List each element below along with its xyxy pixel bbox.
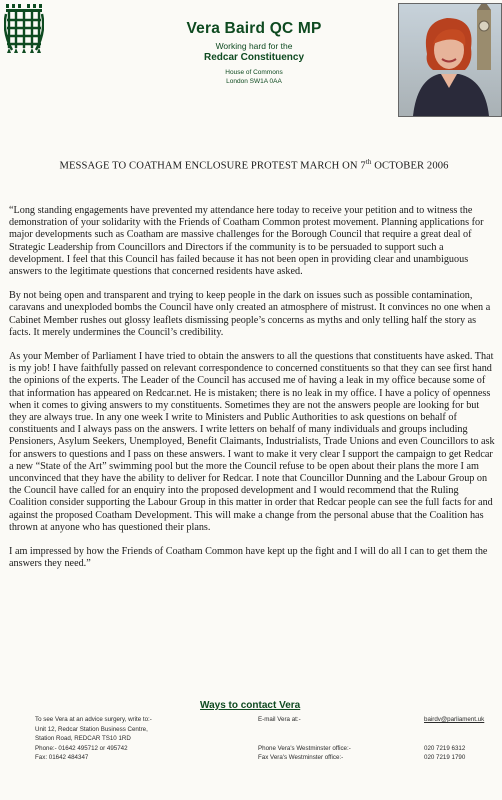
office-address: House of Commons London SW1A 0AA — [225, 69, 283, 85]
mp-name: Vera Baird QC MP — [186, 20, 322, 37]
message-body — [9, 205, 497, 582]
email-link[interactable]: bairdv@parliament.uk — [424, 716, 485, 723]
constituency-name: Redcar Constituency — [203, 52, 305, 63]
paragraph: “Long standing engagements have prevented my attendance here today to receive your petition and to witness the demonstration of your solidarity with the Friends of Coatham Common protest movement. Planning applications for major developments such as Coatham are massive challenges for the Borough Council that require a great deal of Strategic Leadership from Councillors and Directors if the community is to be persuaded to support such a development. I feel that this Council has failed because it has not been open in providing clear and unambiguous answers to the legitimate questions that concerned residents have asked. — [9, 205, 484, 278]
email-label: E-mail Vera at:- — [258, 716, 301, 723]
portcullis-logo — [4, 2, 44, 54]
contact-values — [424, 715, 484, 763]
paragraph: By not being open and transparent and trying to keep people in the dark on issues such as possible contamination, caravans and unexploded bombs the Council have only created an atmosphere of mistrust. It convinces no one when a Cabinet Member rushes out glossy leaflets dismissing people’s concerns as myths and only telling half the story as facts. It merely undermines the Council’s credibility. — [9, 290, 491, 338]
paragraph: I am impressed by how the Friends of Coatham Common have kept up the fight and I will do all I can to get them the answers they need.” — [9, 546, 488, 570]
paragraph: As your Member of Parliament I have tried to obtain the answers to all the questions that constituents have asked. That is my job! I have faithfully passed on relevant correspondence to concerned constituents so that they can see first hand the opinions of the experts. The Leader of the Council has accused me of having a leak in my office because some of that information has appeared on Redcar.net. He is mistaken; there is no leak in my office. I have a policy of openness when it comes to giving answers to my constituents. Sometimes they are not the answers people are looking for but they are always true. In any one week I write to Ministers and Public Authorities to ask questions on behalf of constituents and I always pass on the answers. I write letters on behalf of many individuals and groups including Pensioners, Asylum Seekers, Unemployed, Benefit Claimants, Industrialists, Trade Unions and even Councillors to ask for answers to questions and I pass on these answers. I want to make it very clear I support the campaign to get Redcar a new “State of the Art” swimming pool but the more the Council refuse to be open about their plans the more I am unconvinced that they have the ability to deliver for Redcar. I note that Councillor Dunning and the Labour Group on the Council have called for an enquiry into the proposed development and I would recommend that the Ruling Coalition consider supporting the Labour Group in this matter in order that Redcar people can see the full facts for and against the proposed Coatham Development. This will make a change from the personal abuse that the Coalition has thrown at anyone who has questioned their plans. — [9, 351, 495, 533]
contact-labels — [258, 715, 351, 763]
westminster-phone-label: Phone Vera's Westminster office:- — [258, 744, 351, 752]
surgery-contact: To see Vera at an advice surgery, write to:- Unit 12, Redcar Station Business Centre, Station Road, REDCAR TS10 1RD Phone:- 01642 495712 or 495742 Fax: 01642 484347 — [35, 716, 152, 761]
message-title: MESSAGE TO COATHAM ENCLOSURE PROTEST MARCH ON 7th OCTOBER 2006 — [59, 158, 449, 172]
letterhead — [150, 20, 358, 86]
westminster-phone: 020 7219 6312 — [424, 744, 466, 752]
portrait-photo — [398, 3, 502, 117]
contact-heading: Ways to contact Vera — [200, 700, 301, 711]
westminster-fax-label: Fax Vera's Westminster office:- — [258, 754, 344, 761]
tagline: Working hard for the — [215, 41, 293, 51]
westminster-fax: 020 7219 1790 — [424, 754, 466, 761]
